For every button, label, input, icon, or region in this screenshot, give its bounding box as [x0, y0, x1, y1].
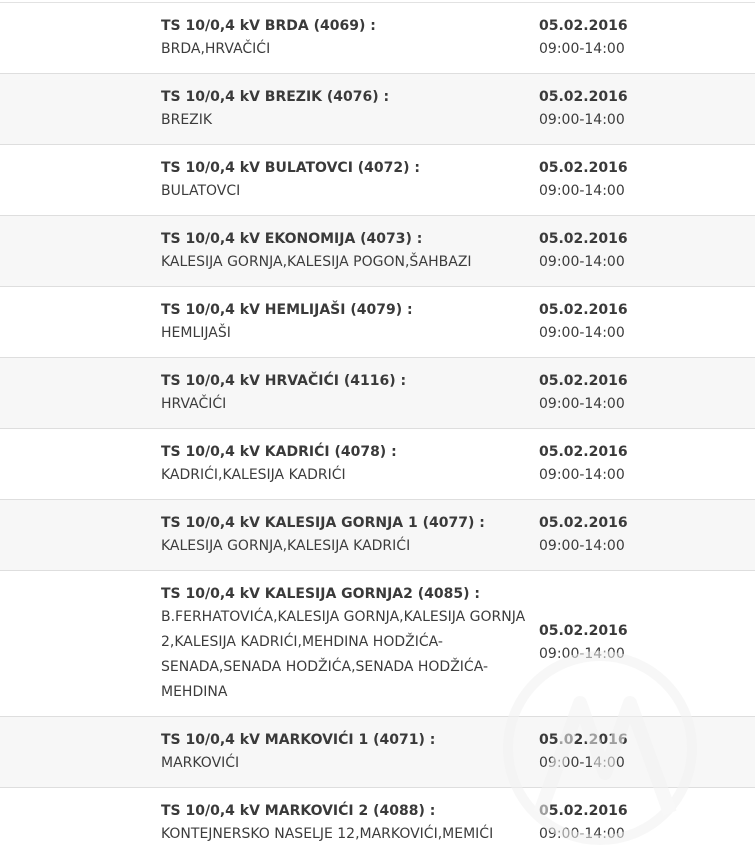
station-title: TS 10/0,4 kV EKONOMIJA (4073) : — [161, 230, 423, 247]
outage-date: 05.02.2016 — [539, 731, 628, 748]
outage-date: 05.02.2016 — [539, 372, 628, 389]
station-cell — [0, 358, 539, 429]
outage-hours: 09:00-14:00 — [539, 40, 625, 57]
time-cell — [539, 299, 628, 346]
outage-date: 05.02.2016 — [539, 88, 628, 105]
time-cell — [539, 441, 628, 488]
outage-hours: 09:00-14:00 — [539, 754, 625, 771]
outage-hours: 09:00-14:00 — [539, 646, 625, 662]
station-areas: B.FERHATOVIĆA,KALESIJA GORNJA,KALESIJA GORNJA 2,KALESIJA KADRIĆI,MEHDINA HODŽIĆA-SENADA,SENADA HODŽIĆA,SENADA HODŽIĆA-MEHDINA — [161, 608, 526, 700]
outage-date: 05.02.2016 — [539, 802, 628, 819]
outage-date: 05.02.2016 — [539, 301, 628, 318]
time-cell — [539, 512, 628, 559]
outage-row — [0, 429, 755, 500]
outage-row — [0, 74, 755, 145]
station-title: TS 10/0,4 kV KALESIJA GORNJA2 (4085) : — [161, 585, 480, 602]
station-cell — [0, 145, 539, 216]
time-cell — [539, 800, 628, 847]
station-areas: HRVAČIĆI — [161, 395, 227, 412]
station-areas: KADRIĆI,KALESIJA KADRIĆI — [161, 466, 346, 483]
station-areas: BREZIK — [161, 111, 213, 128]
outage-hours: 09:00-14:00 — [539, 537, 625, 554]
outage-date: 05.02.2016 — [539, 17, 628, 34]
station-areas: MARKOVIĆI — [161, 754, 240, 771]
outage-row — [0, 287, 755, 358]
station-cell — [0, 788, 539, 857]
station-title: TS 10/0,4 kV BREZIK (4076) : — [161, 88, 390, 105]
station-cell — [0, 500, 539, 571]
outage-row — [0, 788, 755, 857]
time-cell — [539, 86, 628, 133]
outage-row — [0, 216, 755, 287]
outage-hours: 09:00-14:00 — [539, 466, 625, 483]
outage-row — [0, 145, 755, 216]
outage-row — [0, 500, 755, 571]
station-cell — [0, 287, 539, 358]
station-areas: BULATOVCI — [161, 182, 241, 199]
station-title: TS 10/0,4 kV KALESIJA GORNJA 1 (4077) : — [161, 514, 485, 531]
outage-hours: 09:00-14:00 — [539, 111, 625, 128]
station-cell — [0, 571, 539, 717]
outage-hours: 09:00-14:00 — [539, 253, 625, 270]
station-title: TS 10/0,4 kV BRDA (4069) : — [161, 17, 376, 34]
outage-date: 05.02.2016 — [539, 443, 628, 460]
station-cell — [0, 3, 539, 74]
time-cell — [539, 15, 628, 62]
outage-row — [0, 717, 755, 788]
outage-hours: 09:00-14:00 — [539, 395, 625, 412]
outage-date: 05.02.2016 — [539, 514, 628, 531]
station-areas: BRDA,HRVAČIĆI — [161, 40, 271, 57]
time-cell — [539, 228, 628, 275]
station-title: TS 10/0,4 kV HRVAČIĆI (4116) : — [161, 372, 407, 389]
station-areas: HEMLIJAŠI — [161, 324, 231, 341]
outage-hours: 09:00-14:00 — [539, 182, 625, 199]
outage-list — [0, 2, 755, 857]
time-cell — [539, 157, 628, 204]
time-cell — [539, 370, 628, 417]
station-title: TS 10/0,4 kV MARKOVIĆI 2 (4088) : — [161, 802, 436, 819]
station-title: TS 10/0,4 kV MARKOVIĆI 1 (4071) : — [161, 731, 436, 748]
outage-date: 05.02.2016 — [539, 623, 628, 639]
outage-date: 05.02.2016 — [539, 230, 628, 247]
station-title: TS 10/0,4 kV BULATOVCI (4072) : — [161, 159, 421, 176]
station-cell — [0, 429, 539, 500]
station-title: TS 10/0,4 kV KADRIĆI (4078) : — [161, 443, 397, 460]
station-areas: KALESIJA GORNJA,KALESIJA POGON,ŠAHBAZI — [161, 253, 472, 270]
outage-row — [0, 571, 755, 717]
outage-hours: 09:00-14:00 — [539, 324, 625, 341]
station-cell — [0, 74, 539, 145]
time-cell — [539, 729, 628, 776]
station-title: TS 10/0,4 kV HEMLIJAŠI (4079) : — [161, 301, 413, 318]
time-cell — [539, 620, 628, 667]
station-cell — [0, 216, 539, 287]
station-areas: KONTEJNERSKO NASELJE 12,MARKOVIĆI,MEMIĆI — [161, 825, 494, 842]
outage-row — [0, 3, 755, 74]
station-areas: KALESIJA GORNJA,KALESIJA KADRIĆI — [161, 537, 411, 554]
station-cell — [0, 717, 539, 788]
outage-date: 05.02.2016 — [539, 159, 628, 176]
outage-hours: 09:00-14:00 — [539, 825, 625, 842]
outage-row — [0, 358, 755, 429]
